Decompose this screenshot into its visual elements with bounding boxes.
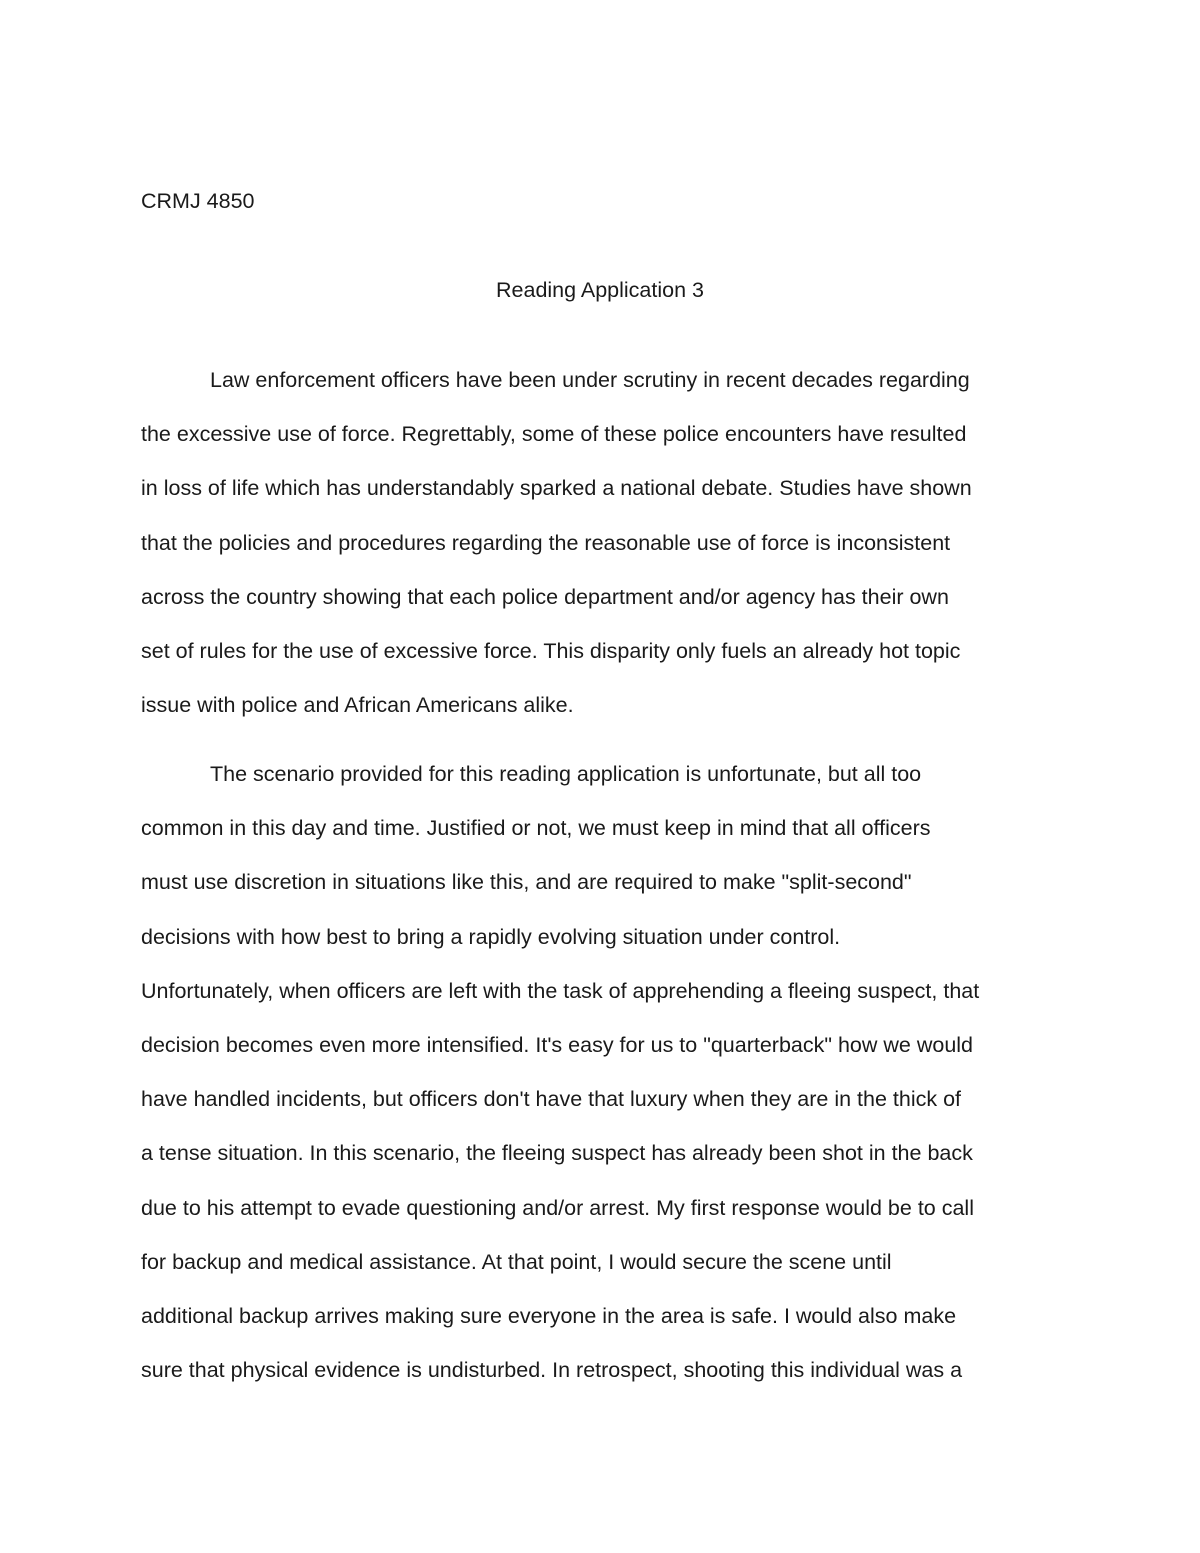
text-line: across the country showing that each police department and/or agency has their own — [141, 584, 949, 609]
text-line: due to his attempt to evade questioning and/or arrest. My first response would be to call — [141, 1195, 974, 1220]
text-line: issue with police and African Americans alike. — [141, 693, 574, 718]
text-line: in loss of life which has understandably sparked a national debate. Studies have shown — [141, 476, 972, 501]
text-line: set of rules for the use of excessive force. This disparity only fuels an already hot topic — [141, 638, 961, 663]
text-line: decisions with how best to bring a rapidly evolving situation under control. — [141, 924, 841, 949]
text-line: common in this day and time. Justified or not, we must keep in mind that all officers — [141, 816, 931, 841]
paragraph-2 — [141, 761, 1071, 1411]
text-line: must use discretion in situations like this, and are required to make "split-second" — [141, 870, 912, 895]
text-line: have handled incidents, but officers don't have that luxury when they are in the thick of — [141, 1087, 962, 1112]
course-code: CRMJ 4850 — [141, 189, 255, 213]
text-line: for backup and medical assistance. At that point, I would secure the scene until — [141, 1249, 892, 1274]
text-line: sure that physical evidence is undisturbed. In retrospect, shooting this individual was a — [141, 1358, 963, 1383]
text-line: the excessive use of force. Regrettably, some of these police encounters have resulted — [141, 422, 967, 447]
paragraph-1 — [141, 367, 1071, 746]
text-line: Law enforcement officers have been under scrutiny in recent decades regarding — [210, 368, 970, 392]
text-line: The scenario provided for this reading application is unfortunate, but all too — [210, 762, 922, 786]
document-title: Reading Application 3 — [496, 278, 704, 302]
text-line: additional backup arrives making sure everyone in the area is safe. I would also make — [141, 1303, 957, 1328]
text-line: decision becomes even more intensified. It's easy for us to "quarterback" how we would — [141, 1032, 974, 1057]
text-line: that the policies and procedures regarding the reasonable use of force is inconsistent — [141, 530, 951, 555]
text-line: a tense situation. In this scenario, the fleeing suspect has already been shot in the back — [141, 1141, 973, 1166]
text-line: Unfortunately, when officers are left with the task of apprehending a fleeing suspect, that — [141, 978, 980, 1003]
